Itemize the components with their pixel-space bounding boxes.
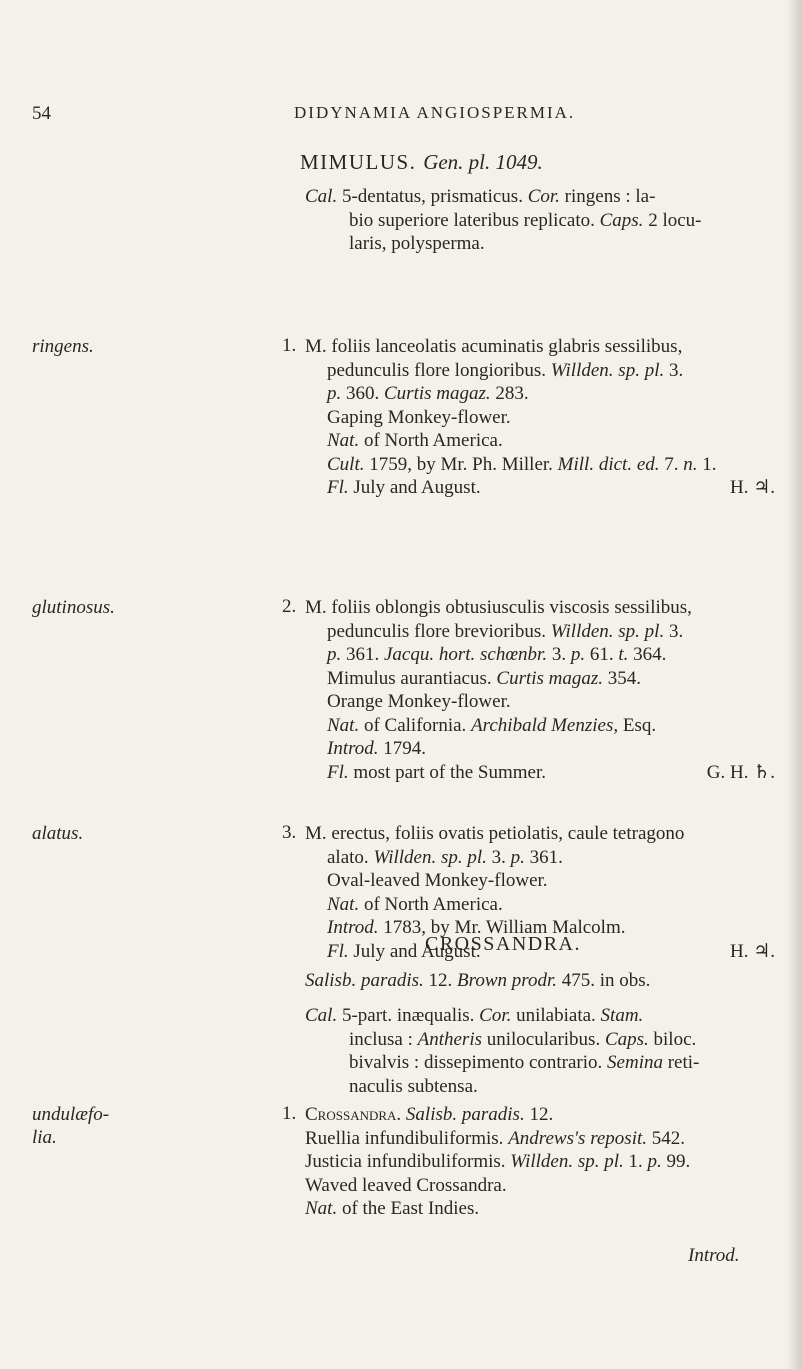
species-line (305, 1197, 775, 1221)
species-line (305, 382, 775, 406)
text-run: 354. (603, 667, 642, 689)
text-run: Archibald Menzies, (471, 714, 619, 736)
text-run: 475. in obs. (556, 970, 651, 991)
species-number: 3. (282, 822, 297, 843)
text-run: Nat. (305, 1198, 338, 1219)
text-run: 3. (664, 620, 684, 642)
genus-heading-crossandra: CROSSANDRA. (425, 933, 581, 955)
text-run: 3. (486, 846, 511, 868)
character-line (305, 185, 797, 209)
character-text: reti- (662, 1052, 700, 1073)
character-text: Cor. (527, 186, 560, 207)
text-run: of North America. (359, 430, 503, 451)
page-number: 54 (32, 103, 51, 124)
character-line (327, 209, 797, 233)
crossandra-character (305, 1004, 797, 1098)
character-text: 5-dentatus, prismaticus. (337, 186, 528, 207)
text-run: Andrews's reposit. (508, 1127, 648, 1149)
character-text: inclusa : (349, 1028, 418, 1050)
text-run: Willden. sp. pl. (550, 359, 665, 381)
text-run: 3. (664, 359, 684, 381)
character-text: naculis subtensa. (349, 1075, 478, 1097)
species-line (305, 667, 775, 691)
character-text: Caps. (604, 1028, 649, 1050)
genus-heading-mimulus (300, 150, 543, 175)
species-line (305, 359, 775, 383)
species-number: 2. (282, 596, 297, 617)
text-run: pedunculis flore longioribus. (327, 359, 551, 381)
text-run: of the East Indies. (337, 1198, 480, 1219)
species-epithet: ringens. (32, 336, 94, 357)
habitat-symbol: H. ♃. (729, 940, 775, 962)
text-run: 360. (341, 383, 384, 404)
text-run: Oval-leaved Monkey-flower. (327, 870, 548, 891)
species-line (305, 1150, 775, 1174)
species-line (305, 761, 775, 785)
character-text: bivalvis : dissepimento contrario. (349, 1052, 608, 1073)
species-line (305, 429, 775, 453)
text-run: 542. (647, 1127, 686, 1149)
text-run: 12. (524, 1104, 554, 1125)
text-run: Nat. (327, 893, 360, 915)
text-run: n. (683, 453, 698, 475)
text-run: 61. (585, 644, 619, 665)
character-text: 2 locu- (643, 209, 702, 231)
character-text: laris, polysperma. (349, 233, 485, 254)
text-run: M. (305, 336, 327, 357)
character-text: Cal. (305, 1005, 338, 1026)
species-line (305, 1174, 775, 1198)
epithet-line: lia. (32, 1127, 57, 1148)
species-line (305, 822, 775, 846)
text-run: Esq. (618, 714, 657, 736)
species-line (305, 476, 775, 500)
species-epithet: glutinosus. (32, 597, 115, 618)
text-run: 1. (623, 1151, 648, 1172)
species-line (305, 453, 775, 477)
character-line (327, 1028, 797, 1052)
species-line (305, 643, 775, 667)
text-run: Willden. sp. pl. (550, 620, 665, 642)
text-run: Waved leaved Crossandra. (305, 1174, 507, 1196)
text-run: Nat. (327, 714, 360, 736)
text-run: Introd. (327, 917, 379, 938)
text-run: Salisb. paradis. (405, 1104, 525, 1125)
text-run: p. (570, 644, 586, 665)
species-line (305, 1127, 775, 1151)
text-run: Fl. (327, 940, 349, 962)
text-run: p. (327, 644, 342, 665)
text-run: p. (510, 846, 525, 868)
species-line (305, 893, 775, 917)
text-run: Jacqu. hort. schœnbr. (384, 644, 548, 665)
text-run: Willden. sp. pl. (373, 846, 487, 868)
character-text: bio superiore lateribus replicato. (349, 209, 600, 231)
genus-name: MIMULUS. (300, 150, 417, 174)
text-run: Salisb. paradis. (305, 970, 424, 991)
text-run: Orange Monkey-flower. (327, 691, 511, 712)
text-run: Curtis magaz. (384, 383, 491, 404)
text-run: Gaping Monkey-flower. (327, 406, 511, 428)
character-text: unilabiata. (511, 1005, 601, 1026)
species-epithet (32, 1103, 109, 1149)
species-line (305, 714, 775, 738)
habitat-symbol: G. H. ♄. (706, 761, 775, 783)
text-run: 361. (341, 644, 384, 665)
text-run: Ruellia infundibuliformis. (305, 1127, 509, 1149)
character-line (305, 1004, 797, 1028)
text-run: alato. (327, 846, 374, 868)
text-run: 99. (661, 1151, 691, 1172)
species-line (305, 406, 775, 430)
character-text: ringens : la- (559, 186, 656, 207)
text-run: Mimulus aurantiacus. (327, 667, 497, 689)
text-run: Curtis magaz. (496, 667, 604, 689)
text-run: Mill. dict. ed. (557, 453, 660, 475)
species-line (305, 690, 775, 714)
species-line (305, 846, 775, 870)
character-text: Cal. (305, 186, 338, 207)
text-run: Crossandra. (305, 1104, 406, 1125)
character-text: biloc. (648, 1028, 697, 1050)
text-run: 1783, by Mr. William Malcolm. (378, 917, 626, 938)
text-run: Brown prodr. (457, 970, 557, 991)
text-run: pedunculis flore brevioribus. (327, 620, 551, 642)
species-line (305, 596, 775, 620)
text-run: of North America. (359, 893, 503, 915)
text-run: Willden. sp. pl. (510, 1151, 624, 1172)
text-run: M. (305, 597, 327, 618)
species-line (305, 335, 775, 359)
habitat-symbol: H. ♃. (729, 477, 775, 498)
character-text: Stam. (600, 1005, 644, 1026)
character-text: Caps. (599, 209, 644, 231)
crossandra-reference (305, 969, 775, 993)
character-text: Cor. (479, 1005, 512, 1026)
text-run: foliis oblongis obtusiusculis viscosis sessilibus, (326, 597, 692, 618)
text-run: p. (647, 1151, 662, 1172)
text-run: 12. (423, 970, 458, 991)
character-line (327, 1051, 797, 1075)
text-run: Cult. (327, 453, 365, 475)
text-run: 1. (697, 453, 717, 475)
species-number: 1. (282, 1103, 297, 1124)
species-number: 1. (282, 335, 297, 356)
species-entry (305, 596, 775, 784)
genus-reference: Gen. pl. 1049. (423, 150, 543, 174)
text-run: Justicia infundibuliformis. (305, 1151, 511, 1172)
epithet-line: undulæfo- (32, 1104, 110, 1125)
text-run: most part of the Summer. (348, 761, 547, 783)
text-run: 1794. (378, 738, 427, 759)
text-run: of California. (359, 714, 472, 736)
text-run: July and August. (348, 940, 481, 962)
species-entry (305, 1103, 775, 1221)
species-epithet: alatus. (32, 823, 84, 844)
text-run: Fl. (327, 477, 349, 498)
text-run: 283. (490, 383, 529, 404)
character-text: unilocularibus. (482, 1028, 605, 1050)
text-run: 364. (628, 644, 667, 665)
text-run: Nat. (327, 430, 360, 451)
character-text: Semina (607, 1052, 663, 1073)
reference-line (305, 969, 775, 993)
text-run: 7. (659, 453, 684, 475)
text-run: M. (305, 823, 327, 844)
species-entry (305, 335, 775, 500)
character-line (327, 232, 797, 256)
text-run: Fl. (327, 761, 349, 783)
species-line (305, 737, 775, 761)
species-line (305, 1103, 775, 1127)
character-line (327, 1075, 797, 1099)
mimulus-character (305, 185, 797, 256)
text-run: 361. (524, 846, 563, 868)
text-run: t. (618, 644, 629, 665)
text-run: Introd. (327, 738, 379, 759)
running-head: DIDYNAMIA ANGIOSPERMIA. (294, 103, 576, 122)
text-run: 1759, by Mr. Ph. Miller. (364, 453, 558, 475)
character-text: 5-part. inæqualis. (337, 1005, 480, 1026)
text-run: erectus, foliis ovatis petiolatis, caule tetragono (326, 823, 685, 844)
catchword: Introd. (688, 1245, 740, 1266)
character-text: Antheris (417, 1028, 482, 1050)
species-line (305, 620, 775, 644)
text-run: p. (327, 383, 342, 404)
text-run: July and August. (348, 477, 481, 498)
species-line (305, 869, 775, 893)
text-run: 3. (547, 644, 571, 665)
text-run: foliis lanceolatis acuminatis glabris sessilibus, (326, 336, 683, 357)
